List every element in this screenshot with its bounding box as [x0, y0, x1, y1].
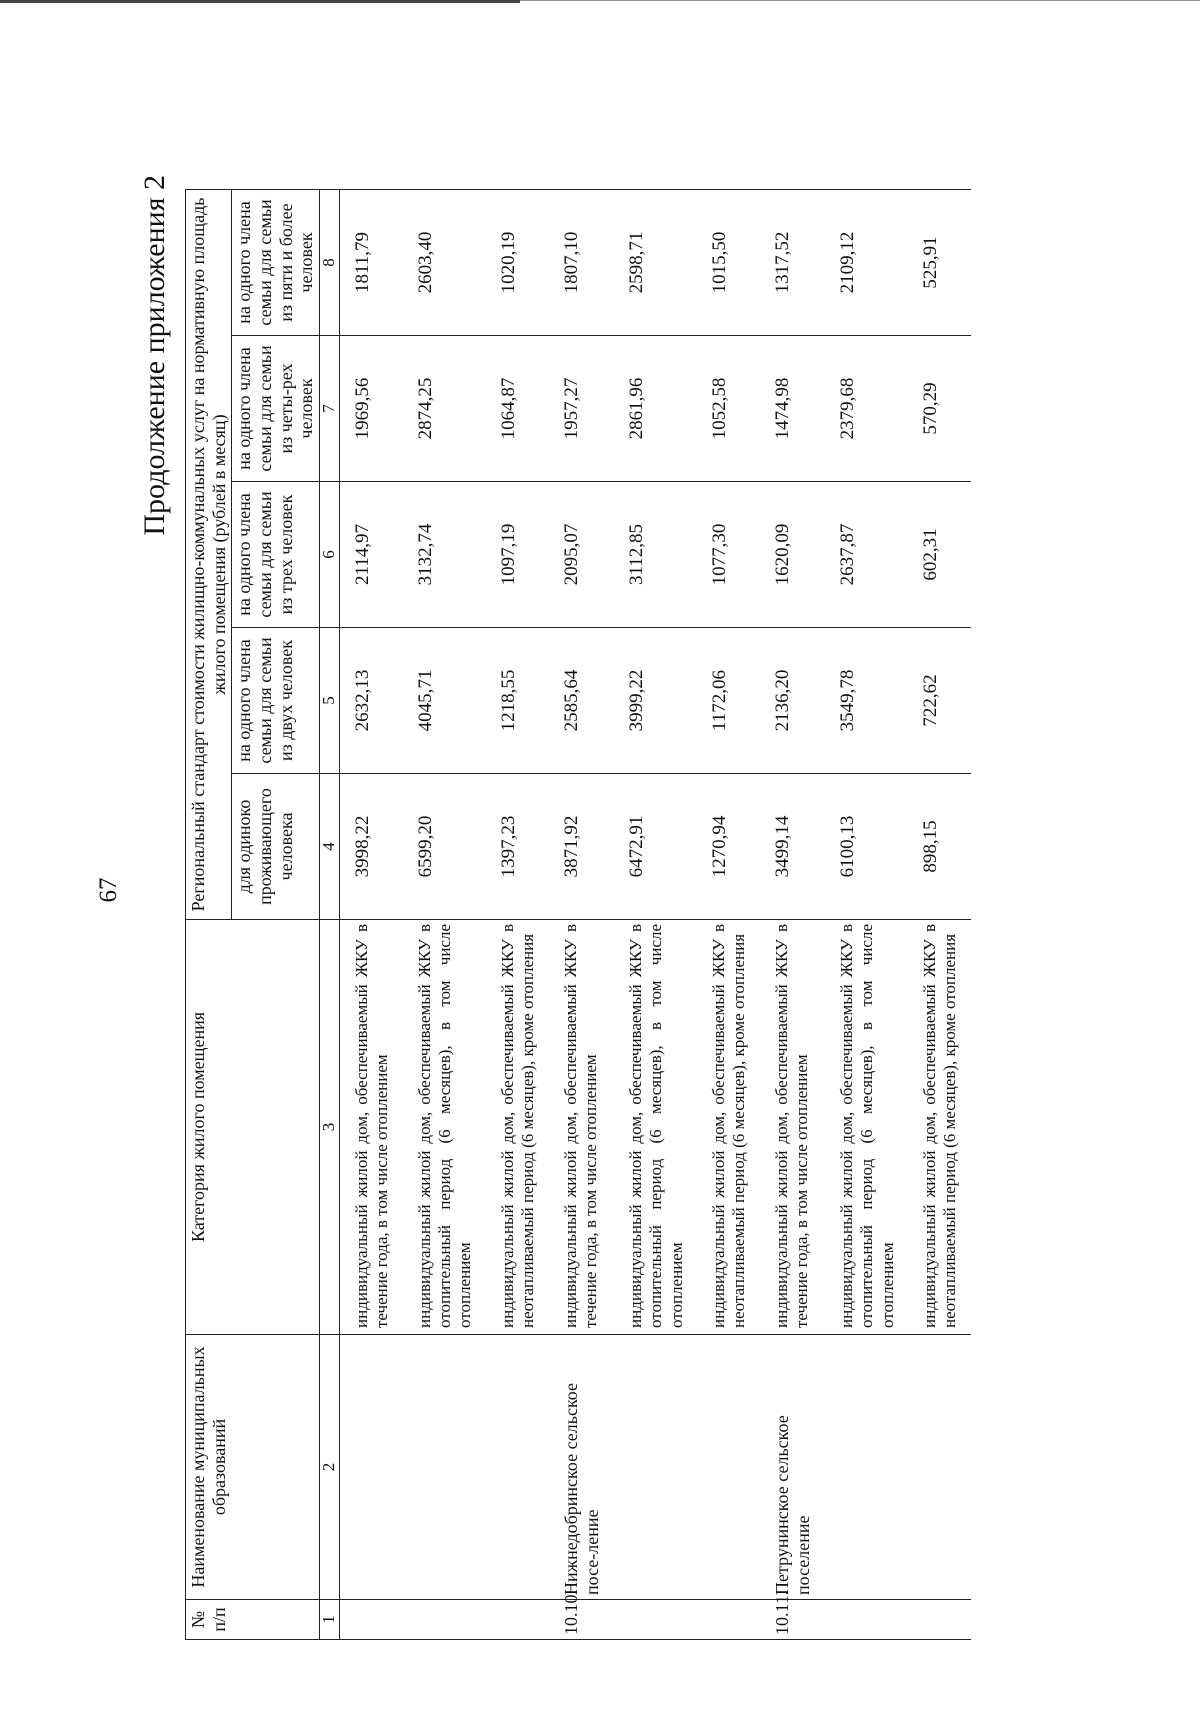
column-number: 7	[320, 336, 340, 482]
table-row	[908, 189, 971, 1639]
header-sub-four: на одного члена семьи для семьи из четы-рех человек	[232, 336, 320, 482]
value-single: 6599,20	[403, 774, 486, 920]
page-number: 67	[95, 877, 122, 903]
value-five: 1811,79	[339, 189, 402, 335]
municipality-name	[339, 1335, 402, 1600]
value-three: 602,31	[908, 482, 971, 628]
value-three: 3132,74	[403, 482, 486, 628]
table-row	[403, 189, 486, 1639]
value-four: 2874,25	[403, 336, 486, 482]
value-single: 898,15	[908, 774, 971, 920]
rotated-page	[20, 120, 1160, 1680]
value-two: 3999,22	[614, 628, 697, 774]
appendix-caption: Продолжение приложения 2	[138, 175, 171, 536]
municipality-name: Нижнедобринское сельское посе-ление	[549, 1335, 614, 1600]
value-three: 2114,97	[339, 482, 402, 628]
value-four: 1064,87	[486, 336, 549, 482]
table-row	[614, 189, 697, 1639]
table-row	[825, 189, 908, 1639]
housing-category: индивидуальный жилой дом, обеспечиваемый ЖКУ в отопительный период (6 месяцев), в том числе отоплением	[403, 920, 486, 1335]
header-sub-five: на одного члена семьи для семьи из пяти и более человек	[232, 189, 320, 335]
value-three: 2637,87	[825, 482, 908, 628]
tariff-table	[185, 189, 971, 1640]
value-single: 3499,14	[760, 774, 825, 920]
value-four: 2861,96	[614, 336, 697, 482]
value-three: 1077,30	[697, 482, 760, 628]
value-four: 1969,56	[339, 336, 402, 482]
value-five: 1807,10	[549, 189, 614, 335]
header-name: Наименование муниципальных образований	[186, 1335, 320, 1600]
scan-edge-line	[0, 0, 520, 3]
value-five: 2109,12	[825, 189, 908, 335]
value-five: 525,91	[908, 189, 971, 335]
housing-category: индивидуальный жилой дом, обеспечиваемый ЖКУ в течение года, в том числе отоплением	[760, 920, 825, 1335]
table-row	[339, 189, 402, 1639]
header-sub-two: на одного члена семьи для семьи из двух человек	[232, 628, 320, 774]
column-number: 3	[320, 920, 340, 1335]
value-two: 2585,64	[549, 628, 614, 774]
municipality-name: Петрунинское сельское поселение	[760, 1335, 825, 1600]
table-row	[549, 189, 614, 1639]
row-number	[403, 1600, 486, 1640]
value-two: 4045,71	[403, 628, 486, 774]
table-row	[760, 189, 825, 1639]
value-four: 570,29	[908, 336, 971, 482]
value-single: 6100,13	[825, 774, 908, 920]
row-number: 10.11.	[760, 1600, 825, 1640]
value-single: 6472,91	[614, 774, 697, 920]
value-four: 2379,68	[825, 336, 908, 482]
table-body	[339, 189, 971, 1639]
value-three: 1097,19	[486, 482, 549, 628]
value-two: 2136,20	[760, 628, 825, 774]
housing-category: индивидуальный жилой дом, обеспечиваемый ЖКУ в неотапливаемый период (6 месяцев), кроме отопления	[486, 920, 549, 1335]
value-two: 1218,55	[486, 628, 549, 774]
header-standard-group: Региональный стандарт стоимости жилищно-коммунальных услуг на нормативную площадь жилого помещения (рублей в месяц)	[186, 189, 232, 919]
value-five: 1020,19	[486, 189, 549, 335]
header-category: Категория жилого помещения	[186, 920, 320, 1335]
scan-edge-line-thin	[520, 0, 1200, 1]
value-five: 1317,52	[760, 189, 825, 335]
value-two: 2632,13	[339, 628, 402, 774]
header-sub-three: на одного члена семьи для семьи из трех человек	[232, 482, 320, 628]
row-number	[697, 1600, 760, 1640]
value-two: 722,62	[908, 628, 971, 774]
value-three: 1620,09	[760, 482, 825, 628]
column-number: 4	[320, 774, 340, 920]
row-number	[486, 1600, 549, 1640]
housing-category: индивидуальный жилой дом, обеспечиваемый ЖКУ в отопительный период (6 месяцев), в том числе отоплением	[825, 920, 908, 1335]
row-number	[339, 1600, 402, 1640]
municipality-name	[908, 1335, 971, 1600]
column-number: 5	[320, 628, 340, 774]
housing-category: индивидуальный жилой дом, обеспечиваемый ЖКУ в течение года, в том числе отоплением	[339, 920, 402, 1335]
row-number	[614, 1600, 697, 1640]
header-sub-single: для одиноко проживающего человека	[232, 774, 320, 920]
municipality-name	[825, 1335, 908, 1600]
municipality-name	[403, 1335, 486, 1600]
value-four: 1957,27	[549, 336, 614, 482]
value-single: 3871,92	[549, 774, 614, 920]
municipality-name	[697, 1335, 760, 1600]
value-five: 1015,50	[697, 189, 760, 335]
value-single: 1397,23	[486, 774, 549, 920]
housing-category: индивидуальный жилой дом, обеспечиваемый ЖКУ в отопительный период (6 месяцев), в том числе отоплением	[614, 920, 697, 1335]
value-four: 1474,98	[760, 336, 825, 482]
value-five: 2603,40	[403, 189, 486, 335]
column-number: 1	[320, 1600, 340, 1640]
value-four: 1052,58	[697, 336, 760, 482]
municipality-name	[614, 1335, 697, 1600]
value-two: 1172,06	[697, 628, 760, 774]
table-row	[697, 189, 760, 1639]
row-number	[908, 1600, 971, 1640]
column-number: 8	[320, 189, 340, 335]
housing-category: индивидуальный жилой дом, обеспечиваемый ЖКУ в неотапливаемый период (6 месяцев), кроме отопления	[908, 920, 971, 1335]
housing-category: индивидуальный жилой дом, обеспечиваемый ЖКУ в неотапливаемый период (6 месяцев), кроме отопления	[697, 920, 760, 1335]
header-no: № п/п	[186, 1600, 320, 1640]
housing-category: индивидуальный жилой дом, обеспечиваемый ЖКУ в течение года, в том числе отоплением	[549, 920, 614, 1335]
column-number: 6	[320, 482, 340, 628]
municipality-name	[486, 1335, 549, 1600]
value-three: 3112,85	[614, 482, 697, 628]
value-three: 2095,07	[549, 482, 614, 628]
column-number: 2	[320, 1335, 340, 1600]
value-single: 3998,22	[339, 774, 402, 920]
value-five: 2598,71	[614, 189, 697, 335]
row-number	[825, 1600, 908, 1640]
value-single: 1270,94	[697, 774, 760, 920]
row-number: 10.10.	[549, 1600, 614, 1640]
table-row	[486, 189, 549, 1639]
value-two: 3549,78	[825, 628, 908, 774]
